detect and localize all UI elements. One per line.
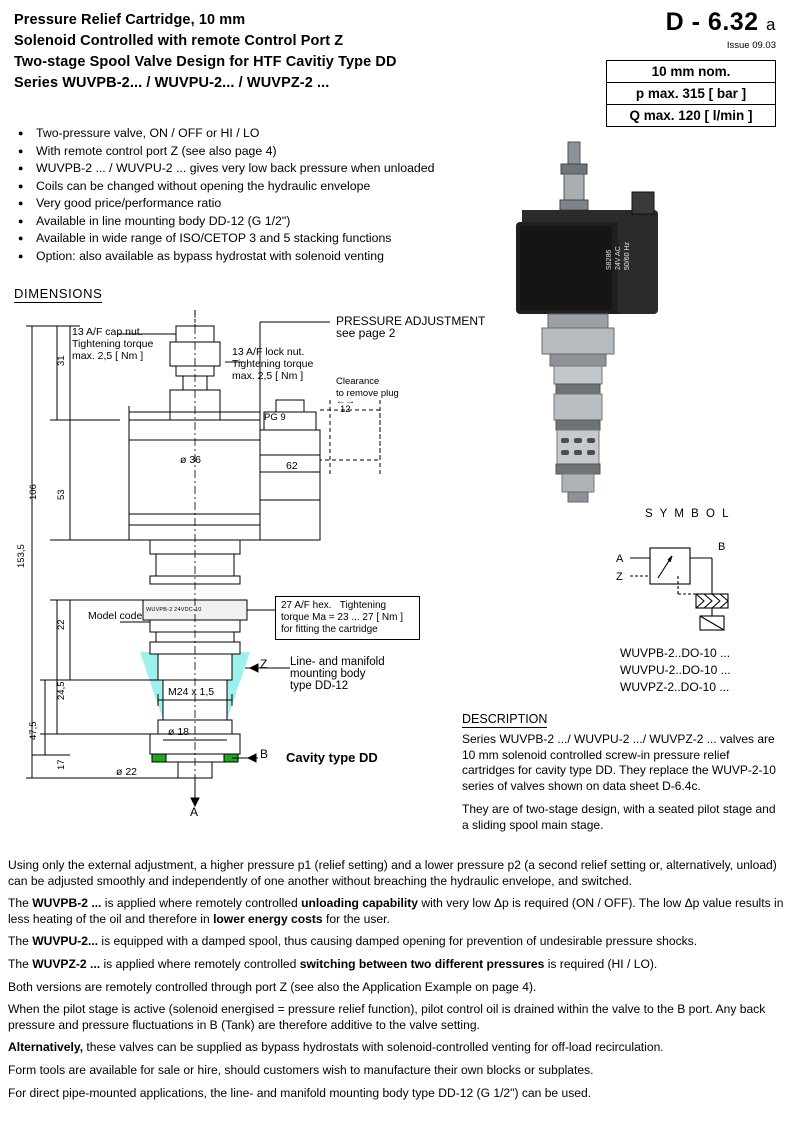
dim-31: 31 — [56, 355, 67, 366]
paragraph-9: For direct pipe-mounted applications, the line- and manifold mounting body type DD-12 (G 1/2") can be used. — [8, 1085, 592, 1100]
list-item: WUVPB-2..DO-10 ... — [620, 646, 731, 660]
list-item: ● Very good price/performance ratio — [18, 195, 488, 212]
symbol-model-list — [620, 645, 731, 696]
dim-47-5: 47,5 — [28, 721, 39, 740]
spec-row-flow: Q max. 120 [ l/min ] — [629, 108, 753, 123]
title-line-2: Solenoid Controlled with remote Control Port Z — [14, 33, 344, 49]
paragraph-3: The WUVPU-2... is equipped with a damped spool, thus causing damped opening for prevention of undesirable pressure shocks. — [8, 934, 698, 949]
feature-list — [18, 125, 488, 265]
product-photo — [498, 140, 778, 510]
cap-nut-note: 13 A/F cap nut. Tightening torque max. 2,5 [ Nm ] — [72, 326, 154, 362]
symbol-svg — [600, 530, 780, 640]
description-heading: DESCRIPTION — [462, 712, 548, 726]
dim-17: 17 — [56, 759, 67, 770]
list-item: WUVPZ-2..DO-10 ... — [620, 680, 730, 694]
dim-d18: ø 18 — [168, 726, 190, 738]
port-a-label: A — [190, 805, 199, 819]
dim-24-5: 24,5 — [56, 681, 67, 700]
paragraph-5: Both versions are remotely controlled through port Z (see also the Application Example on page 4). — [8, 979, 537, 994]
pressure-adjustment-sub: see page 2 — [336, 326, 396, 340]
dim-d22: ø 22 — [116, 766, 138, 778]
title-line-1: Pressure Relief Cartridge, 10 mm — [14, 12, 246, 28]
spec-row-size: 10 mm nom. — [607, 61, 775, 83]
list-item: ● Two-pressure valve, ON / OFF or HI / LO — [18, 125, 488, 142]
title-line-3: Two-stage Spool Valve Design for HTF Cavitiy Type DD — [14, 54, 397, 70]
list-item: ● With remote control port Z (see also page 4) — [18, 143, 488, 160]
description-paragraph: Series WUVPB-2 .../ WUVPU-2 .../ WUVPZ-2 ... valves are 10 mm solenoid controlled screw-in pressure relief cartridges for cavity type DD. They replace the WUVP-2-10 series of valves shown on data sheet D-6.4c. — [462, 732, 776, 793]
svg-text:24V AC: 24V AC — [615, 246, 622, 270]
symbol-heading: S Y M B O L — [645, 508, 731, 520]
model-wuvpu: WUVPU-2... — [32, 934, 99, 949]
body-text — [8, 858, 784, 1108]
dim-53: 53 — [56, 489, 67, 500]
paragraph-1: Using only the external adjustment, a higher pressure p1 (relief setting) and a lower pressure p2 (a second relief setting or, alternatively, unload) can be adjusted smoothly and independently of one another without breaching the hydraulic envelope, and switched. — [8, 858, 777, 888]
paragraph-4: The WUVPZ-2 ... is applied where remotely controlled switching between two different pressures is required (HI / LO). — [8, 956, 658, 971]
symbol-port-b: B — [718, 541, 726, 553]
valve-photo-svg — [498, 140, 778, 510]
spec-row-pressure: p max. 315 [ bar ] — [607, 83, 775, 105]
model-code-label: Model code — [88, 610, 143, 622]
title-line-4: Series WUVPB-2... / WUVPU-2... / WUVPZ-2 ... — [14, 75, 330, 91]
doc-code-suffix: a — [766, 15, 776, 34]
list-item: ● Available in wide range of ISO/CETOP 3 and 5 stacking functions — [18, 230, 488, 247]
model-wuvpz: WUVPZ-2 ... — [32, 956, 101, 971]
pressure-adjustment-note — [336, 315, 516, 339]
list-item: WUVPU-2..DO-10 ... — [620, 663, 731, 677]
symbol-port-z: Z — [616, 571, 623, 583]
dim-12: 12 — [340, 404, 351, 415]
hydraulic-symbol — [600, 530, 780, 640]
list-item: ● Coils can be changed without opening the hydraulic envelope — [18, 178, 488, 195]
description-text — [462, 732, 780, 834]
symbol-port-a: A — [616, 553, 624, 565]
dimensions-heading: DIMENSIONS — [14, 286, 103, 301]
port-z-label: Z — [260, 657, 268, 671]
dim-106: 106 — [28, 484, 39, 500]
model-wuvpb: WUVPB-2 ... — [32, 896, 102, 911]
dim-m24: M24 x 1,5 — [168, 686, 215, 698]
document-code — [596, 8, 776, 51]
list-item: ● Option: also available as bypass hydrostat with solenoid venting — [18, 248, 488, 265]
dim-d36: ø 36 — [180, 454, 202, 466]
cavity-type-label: Cavity type DD — [286, 750, 378, 765]
page-title — [14, 10, 454, 94]
paragraph-7: Alternatively, these valves can be supplied as bypass hydrostats with solenoid-controlled venting for off-load recirculation. — [8, 1040, 664, 1055]
pressure-adjustment-label: PRESSURE ADJUSTMENT — [336, 314, 486, 328]
spec-table — [606, 60, 776, 127]
dim-22: 22 — [56, 619, 67, 630]
pg9-label: PG 9 — [264, 412, 286, 423]
clearance-note: Clearance to remove plug — [336, 376, 399, 399]
list-item: ● WUVPB-2 ... / WUVPU-2 ... gives very low back pressure when unloaded — [18, 160, 488, 177]
coil-marking: WUVPB-2 24VDC-10 — [146, 607, 202, 613]
paragraph-6: When the pilot stage is active (solenoid energised = pressure relief function), pilot control oil is drained within the valve to the B port. Any back pressure and pressure fluctuations in B (Tank) are therefore additive to the valve setting. — [8, 1002, 766, 1032]
hex-torque-note: 27 A/F hex. Tightening torque Ma = 23 ... 27 [ Nm ] for fitting the cartridge — [275, 596, 420, 640]
dim-62: 62 — [286, 460, 298, 472]
list-item: ● Available in line mounting body DD-12 (G 1/2") — [18, 213, 488, 230]
description-paragraph: They are of two-stage design, with a seated pilot stage and a sliding spool main stage. — [462, 802, 776, 832]
port-b-label: B — [260, 747, 269, 761]
dimension-drawing: 13 A/F cap nut. Tightening torque max. 2,5 [ Nm ] 13 A/F lock nut. Tightening torque max. 2,5 [ Nm ] PRESSURE ADJUSTMENT see page 2 Clearance to remove plug 12 ←→ PG 9 ø 36 62 M24 x 1,5 ø 18 ø 22 31 106 53 153,5 22 24,5 47,5 17 27 A/F hex. Tightening torque Ma = 23 ... 27 [ Nm ] for fitting the cartridge Model code WUVPB-2 24VDC-10 Line- and manifold mounting body type DD-12 Cavity type DD Z B A — [0, 300, 470, 850]
paragraph-2: The WUVPB-2 ... is applied where remotely controlled unloading capability with very low Δp is required (ON / OFF). The low Δp value results in less heating of the oil and therefore in lower energy costs for the user. — [8, 896, 784, 926]
svg-text:S8286: S8286 — [606, 249, 613, 270]
doc-code: D - 6.32 — [665, 8, 759, 36]
lock-nut-note: 13 A/F lock nut. Tightening torque max. 2,5 [ Nm ] — [232, 346, 314, 382]
issue-date: Issue 09.03 — [726, 40, 776, 51]
dim-153-5: 153,5 — [16, 544, 27, 568]
svg-text:50/60 Hz: 50/60 Hz — [624, 241, 631, 270]
mounting-body-note: Line- and manifold mounting body type DD-12 — [290, 656, 385, 692]
paragraph-8: Form tools are available for sale or hire, should customers wish to manufacture their own blocks or subplates. — [8, 1062, 594, 1077]
